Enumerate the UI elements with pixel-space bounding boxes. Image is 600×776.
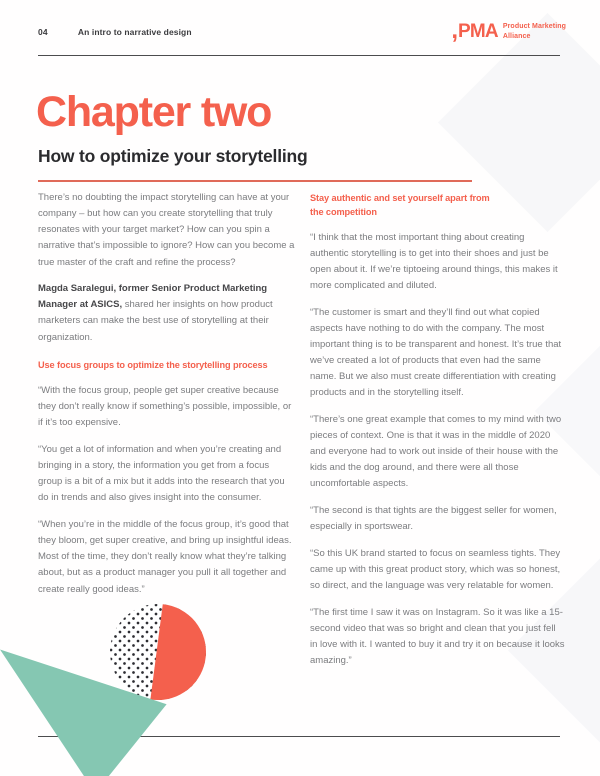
attribution-name: Magda Saralegui, former Senior Product Marketing Manager at ASICS,	[38, 283, 268, 311]
quote-paragraph: “I think that the most important thing about creating authentic storytelling is to get into their shoes and just be open about it. If we’re tiptoeing around things, this makes it more complicated and diluted.	[310, 231, 558, 291]
section-heading-line1: Stay authentic and set yourself apart from	[310, 193, 490, 203]
pma-logo	[451, 16, 566, 44]
page-number: 04	[38, 26, 48, 37]
quote-paragraph: “So this UK brand started to focus on seamless tights. They came up with this great product story, which was so honest, so direct, and the language was very relatable for women.	[310, 547, 561, 592]
quote-paragraph: “There’s one great example that comes to my mind with two pieces of context. One is that it was in the middle of 2020 and everyone had to work out inside of their house with the kids and the dog around, and there were all those uncomfortable aspects.	[310, 413, 562, 490]
logo-acronym: PMA	[458, 21, 498, 42]
page-header	[38, 16, 566, 44]
quote-paragraph: “When you’re in the middle of the focus group, it’s good that they bloom, get super creative, and bring up insightful ideas. Most of the time, they don’t really know what they’re talking about, but as a product manager you pull it all together and create really good ideas.”	[38, 519, 292, 595]
dotted-circle-decoration	[110, 604, 206, 700]
coral-half-circle-decoration	[110, 604, 206, 700]
attribution-rest: shared her insights on how product marketers can make the best use of storytelling at their organization.	[38, 299, 273, 343]
header-divider	[38, 55, 560, 56]
logo-comma-icon: ,	[451, 16, 459, 44]
right-column	[310, 190, 565, 680]
section-heading-focus-groups: Use focus groups to optimize the storytelling process	[38, 359, 268, 370]
intro-paragraph: There’s no doubting the impact storytelling can have at your company – but how can you create storytelling that truly resonates with your target market? How can you spin a narrative that’s impossible to ignore? How can you become a true master of the craft and refine the process?	[38, 192, 295, 268]
quote-paragraph: “The second is that tights are the biggest seller for women, especially in sportswear.	[310, 505, 557, 533]
document-title: An intro to narrative design	[77, 26, 192, 37]
quote-paragraph: “The customer is smart and they’ll find out what copied aspects have nothing to do with the company. The most important thing is to be transparent and honest. It’s true that we’ve created a lot of products that even had the same name. But we also must create differentiation with creating products and in the storytelling itself.	[310, 306, 562, 399]
logo-wordmark-line2: Alliance	[502, 32, 531, 40]
title-divider	[38, 180, 472, 182]
chapter-title: Chapter two	[36, 88, 272, 136]
chapter-subtitle: How to optimize your storytelling	[38, 146, 308, 166]
attribution-paragraph	[38, 281, 296, 346]
section-heading-stay-authentic	[310, 191, 565, 220]
quote-paragraph: “The first time I saw it was on Instagram. So it was like a 15-second video that was so bright and clean that you just fell in love with it. I wanted to buy it and try it on because it looks amazing.”	[310, 606, 565, 667]
logo-wordmark	[503, 22, 566, 40]
left-column	[38, 190, 296, 608]
logo-wordmark-line1: Product Marketing	[502, 23, 566, 31]
quote-paragraph: “You get a lot of information and when you’re creating and bringing in a story, the information you get from a focus group is a bit of a mix but it adds into the research that you do in trends and also gives insight into the consumer.	[38, 443, 285, 504]
section-heading-line2: the competition	[310, 207, 377, 218]
quote-paragraph: “With the focus group, people get super creative because they don’t really know if something’s possible, impossible, or if it’s too expensive.	[38, 385, 292, 429]
